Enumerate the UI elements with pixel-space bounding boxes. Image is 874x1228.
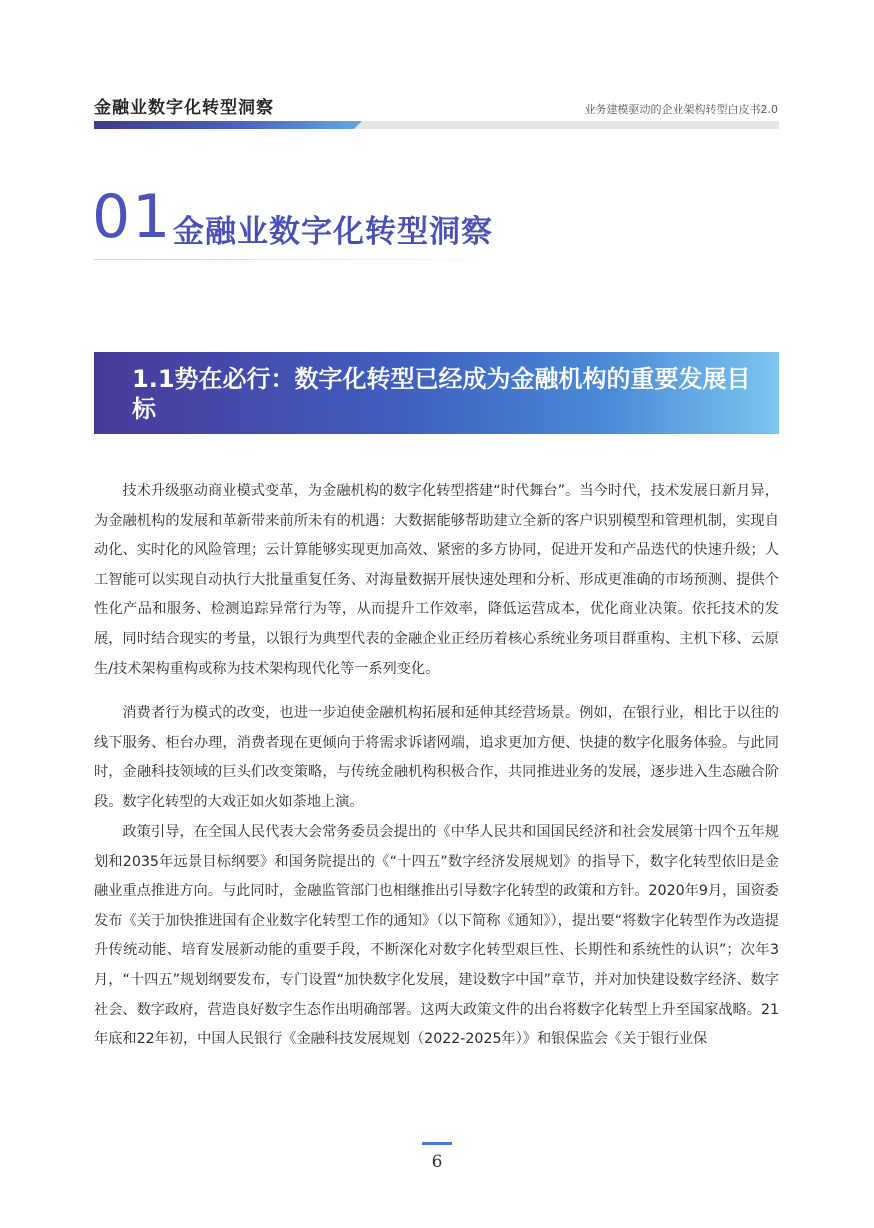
running-header-title: 金融业数字化转型洞察	[94, 98, 274, 118]
section-title: 1.1势在必行：数字化转型已经成为金融机构的重要发展目标	[132, 365, 751, 423]
chapter-title: 金融业数字化转型洞察	[173, 214, 493, 250]
running-header-subtitle: 业务建模驱动的企业架构转型白皮书2.0	[584, 103, 778, 116]
body-paragraph-1: 技术升级驱动商业模式变革，为金融机构的数字化转型搭建“时代舞台”。当今时代，技术发展日新月异，为金融机构的发展和革新带来前所未有的机遇：大数据能够帮助建立全新的客户识别模型和管理机制，实现自动化、实时化的风险管理；云计算能够实现更加高效、紧密的多方协同，促进开发和产品迭代的快速升级；人工智能可以实现自动执行大批量重复任务、对海量数据开展快速处理和分析、形成更准确的市场预测、提供个性化产品和服务、检测追踪异常行为等，从而提升工作效率，降低运营成本，优化商业决策。依托技术的发展，同时结合现实的考量，以银行为典型代表的金融企业正经历着核心系统业务项目群重构、主机下移、云原生/技术架构重构或称为技术架构现代化等一系列变化。	[94, 483, 779, 677]
page-number: 6	[431, 1152, 443, 1172]
page-number-mark	[422, 1142, 452, 1145]
header-accent-bar	[94, 121, 362, 129]
body-paragraph-2: 消费者行为模式的改变，也进一步迫使金融机构拓展和延伸其经营场景。例如，在银行业，相比于以往的线下服务、柜台办理，消费者现在更倾向于将需求诉诸网端，追求更加方便、快捷的数字化服务体验。与此同时，金融科技领域的巨头们改变策略，与传统金融机构积极合作，共同推进业务的发展，逐步进入生态融合阶段。数字化转型的大戏正如火如荼地上演。	[94, 705, 779, 810]
body-paragraph-3: 政策引导，在全国人民代表大会常务委员会提出的《中华人民共和国国民经济和社会发展第十四个五年规划和2035年远景目标纲要》和国务院提出的《“十四五”数字经济发展规划》的指导下，数字化转型依旧是金融业重点推进方向。与此同时，金融监管部门也相继推出引导数字化转型的政策和方针。2020年9月，国资委发布《关于加快推进国有企业数字化转型工作的通知》（以下简称《通知》），提出要“将数字化转型作为改造提升传统动能、培育发展新动能的重要手段，不断深化对数字化转型艰巨性、长期性和系统性的认识”；次年3月，“十四五”规划纲要发布，专门设置“加快数字化发展，建设数字中国”章节，并对加快建设数字经济、数字社会、数字政府，营造良好数字生态作出明确部署。这两大政策文件的出台将数字化转型上升至国家战略。21年底和22年初，中国人民银行《金融科技发展规划（2022-2025年）》和银保监会《关于银行业保	[94, 824, 779, 1048]
chapter-number: 01	[92, 182, 173, 252]
chapter-underline	[94, 259, 524, 260]
